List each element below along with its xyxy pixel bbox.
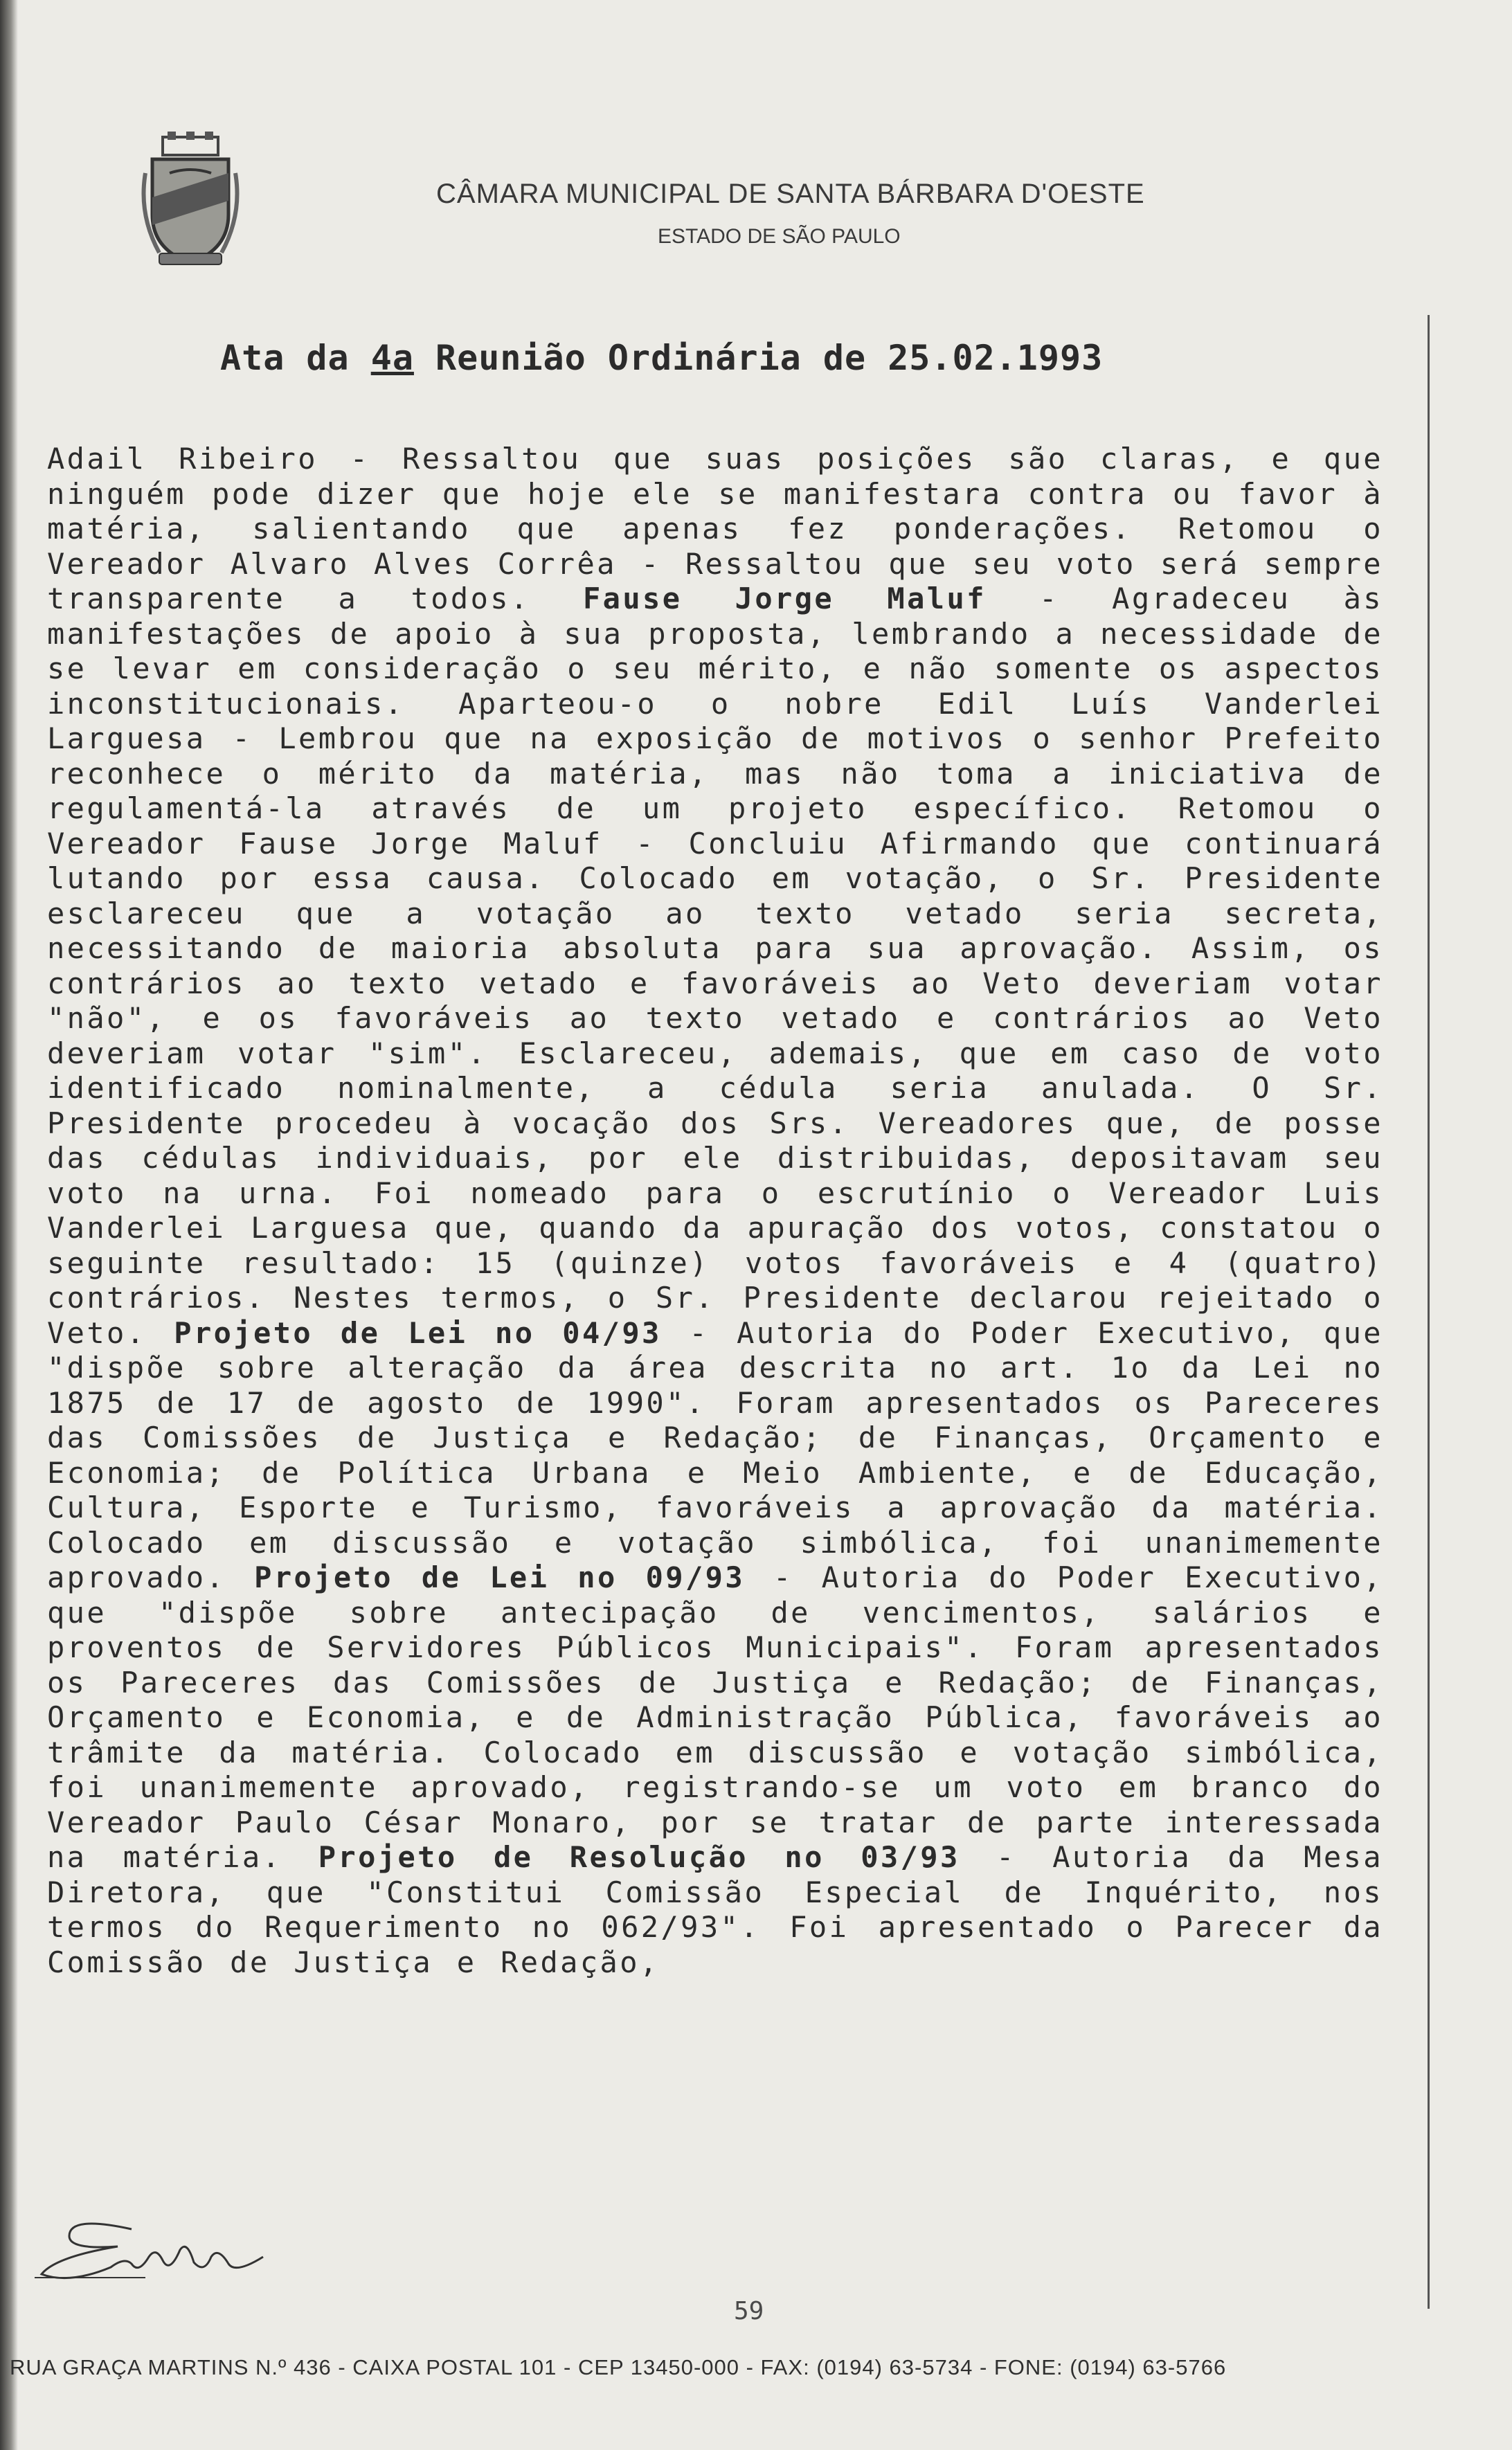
page-number: 59	[734, 2297, 764, 2325]
minutes-body	[47, 442, 1383, 1980]
margin-rule	[1428, 315, 1430, 2309]
bill-heading-09-93: Projeto de Lei no 09/93	[254, 1560, 746, 1594]
speaker-name: Fause Jorge Maluf	[582, 582, 987, 615]
org-name: CÂMARA MUNICIPAL DE SANTA BÁRBARA D'OESTE	[436, 179, 1145, 209]
signature	[28, 2208, 277, 2291]
coat-of-arms-icon	[138, 132, 242, 270]
org-state: ESTADO DE SÃO PAULO	[658, 225, 901, 248]
body-text-4: - Autoria do Poder Executivo, que "dispõe sobre antecipação de vencimentos, salários e proventos de Servidores Públicos Municipais". Foram apresentados os Pareceres das Comissões de Justiça e Redação; de Finanças, Orçamento e Economia, e de Administração Pública, favoráveis ao trâmite da matéria. Colocado em discussão e votação simbólica, foi unanimemente aprovado, registrando-se um voto em branco do Vereador Paulo César Monaro, por se tratar de parte interessada na matéria.	[47, 1560, 1383, 1874]
body-text-1: Adail Ribeiro - Ressaltou que suas posições são claras, e que ninguém pode dizer que hoje ele se manifestara contra ou favor à matéria, salientando que apenas fez ponderações. Retomou o Vereador Alvaro Alves Corrêa - Ressaltou que seu voto será sempre transparente a todos.	[47, 442, 1383, 615]
bill-heading-04-93: Projeto de Lei no 04/93	[174, 1315, 662, 1350]
resolution-heading-03-93: Projeto de Resolução no 03/93	[318, 1840, 960, 1874]
document-title	[220, 338, 1103, 378]
title-prefix: Ata da	[220, 338, 371, 378]
body-text-5: - Autoria da Mesa Diretora, que "Constitui Comissão Especial de Inquérito, nos termos do Requerimento no 062/93". Foi apresentado o Parecer da Comissão de Justiça e Redação,	[47, 1840, 1383, 1979]
title-suffix: Reunião Ordinária de 25.02.1993	[413, 338, 1104, 378]
title-ordinal: 4a	[370, 338, 414, 378]
letterhead	[138, 125, 1385, 291]
footer-address: RUA GRAÇA MARTINS N.º 436 - CAIXA POSTAL 101 - CEP 13450-000 - FAX: (0194) 63-5734 - FONE: (0194) 63-5766	[10, 2355, 1227, 2379]
scan-edge-shadow	[0, 0, 18, 2450]
body-text-2: - Agradeceu às manifestações de apoio à sua proposta, lembrando a necessidade de se levar em consideração o seu mérito, e não somente os aspectos inconstitucionais. Aparteou-o o nobre Edil Luís Vanderlei Larguesa - Lembrou que na exposição de motivos o senhor Prefeito reconhece o mérito da matéria, mas não toma a iniciativa de regulamentá-la através de um projeto específico. Retomou o Vereador Fause Jorge Maluf - Concluiu Afirmando que continuará lutando por essa causa. Colocado em votação, o Sr. Presidente esclareceu que a votação ao texto vetado seria secreta, necessitando de maioria absoluta para sua aprovação. Assim, os contrários ao texto vetado e favoráveis ao Veto deveriam votar "não", e os favoráveis ao texto vetado e contrários ao Veto deveriam votar "sim". Esclareceu, ademais, que em caso de voto identificado nominalmente, a cédula seria anulada. O Sr. Presidente procedeu à vocação dos Srs. Vereadores que, de posse das cédulas individuais, por ele distribuidas, depositavam seu voto na urna. Foi nomeado para o escrutínio o Vereador Luis Vanderlei Larguesa que, quando da apuração dos votos, constatou o seguinte resultado: 15 (quinze) votos favoráveis e 4 (quatro) contrários. Nestes termos, o Sr. Presidente declarou rejeitado o Veto.	[47, 582, 1383, 1350]
body-text-3: - Autoria do Poder Executivo, que "dispõe sobre alteração da área descrita no art. 1o da Lei no 1875 de 17 de agosto de 1990". Foram apresentados os Pareceres das Comissões de Justiça e Redação; de Finanças, Orçamento e Economia; de Política Urbana e Meio Ambiente, e de Educação, Cultura, Esporte e Turismo, favoráveis a aprovação da matéria. Colocado em discussão e votação simbólica, foi unanimemente aprovado.	[47, 1315, 1383, 1594]
